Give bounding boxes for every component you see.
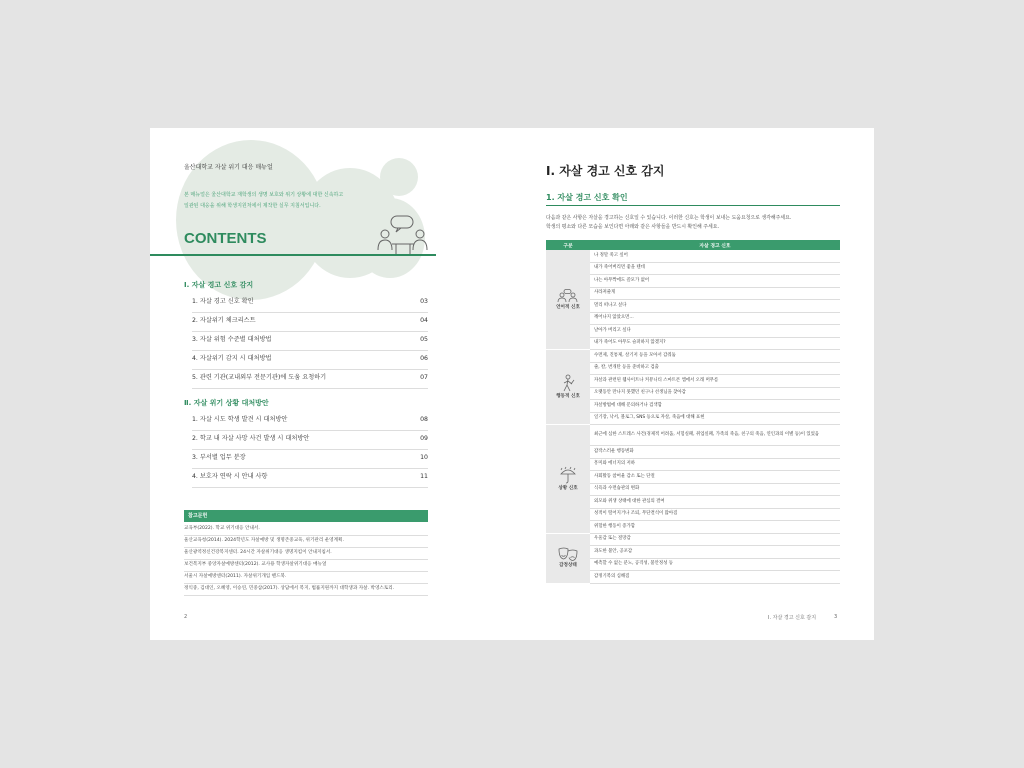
category-cell xyxy=(546,425,590,534)
umbrella-rain-icon xyxy=(559,466,577,484)
signal-cell: 자살과 관련된 웹사이트나 커뮤니티 스마트폰 앱에서 오래 머무름 xyxy=(590,375,840,388)
signal-cell: 줄, 칼, 번개탄 등을 준비하고 검출 xyxy=(590,362,840,375)
toc-item-label: 1. 자살 경고 신호 확인 xyxy=(192,298,254,305)
signal-cell: 깨어나지 않았으면… xyxy=(590,312,840,325)
section-divider xyxy=(546,205,840,206)
signal-cell: 수면제, 진통제, 살기저 등을 모아서 감춰둠 xyxy=(590,350,840,363)
signal-cell: 최근에 심한 스트레스 사건(경제적 어려움, 서험실패, 취업실패, 가족의 죽음, 친구의 죽음, 연인과의 이별 등)이 있었음 xyxy=(590,425,840,446)
signal-cell: 외모와 위생 상태에 대한 관심의 결여 xyxy=(590,496,840,509)
person-walking-icon xyxy=(560,374,576,392)
toc-item-page: 06 xyxy=(420,355,428,362)
table-row xyxy=(546,300,840,313)
table-row xyxy=(546,471,840,484)
toc-item-label: 1. 자살 시도 학생 발견 시 대처방안 xyxy=(192,416,288,423)
category-cell xyxy=(546,533,590,583)
signal-cell: 우울감 또는 절망감 xyxy=(590,533,840,546)
table-row xyxy=(546,275,840,288)
table-row xyxy=(546,387,840,400)
contents-title: CONTENTS xyxy=(184,230,267,247)
toc-item-page: 03 xyxy=(420,298,428,305)
toc-item[interactable] xyxy=(192,469,428,488)
category-name: 언어적 신호 xyxy=(556,304,580,310)
signal-cell: 흥미와 에너지의 저하 xyxy=(590,458,840,471)
page-number: 3 xyxy=(834,614,838,620)
references-header xyxy=(184,510,428,522)
section-title: 1. 자살 경고 신호 확인 xyxy=(546,193,628,202)
signal-cell: 감정기복의 심해짐 xyxy=(590,571,840,584)
decorative-blob xyxy=(380,158,418,196)
column-header: 자살 경고 신호 xyxy=(590,240,840,250)
table-row xyxy=(546,350,840,363)
chapter-title: Ⅰ. 자살 경고 신호 감지 xyxy=(546,164,665,178)
signal-cell: 사라져줄게 xyxy=(590,287,840,300)
table-row xyxy=(546,262,840,275)
toc-item[interactable] xyxy=(192,294,428,313)
table-row xyxy=(546,458,840,471)
table-row xyxy=(546,571,840,584)
table-row xyxy=(546,287,840,300)
toc-item-label: 3. 자살 위험 수준별 대처방법 xyxy=(192,336,272,343)
toc-item[interactable] xyxy=(192,370,428,389)
theater-masks-icon xyxy=(558,547,578,561)
toc-item-page: 08 xyxy=(420,416,428,423)
body-text-line-1: 다음과 같은 사항은 자살을 경고하는 신호일 수 있습니다. 이러한 신호는 학생이 보내는 도움요청으로 생각해주세요. xyxy=(546,215,792,221)
table-row xyxy=(546,425,840,446)
left-page xyxy=(150,128,512,640)
signal-cell: 과도한 불안, 공포감 xyxy=(590,546,840,559)
toc-section-title: Ⅱ. 자살 위기 상황 대처방안 xyxy=(184,399,269,407)
table-row xyxy=(546,412,840,425)
intro-line-2: 일관된 대응을 위해 학생지원처에서 제작한 실무 지침서입니다. xyxy=(184,203,321,209)
toc-item[interactable] xyxy=(192,412,428,431)
toc-item-page: 09 xyxy=(420,435,428,442)
warning-signals-table xyxy=(546,240,840,584)
table-row xyxy=(546,496,840,509)
table-row xyxy=(546,337,840,350)
table-row xyxy=(546,325,840,338)
signal-cell: 오랫동안 만나지 못했던 친구나 선생님을 찾아감 xyxy=(590,387,840,400)
reference-item: 교육부(2022). 학교 위기대응 안내서. xyxy=(184,523,428,536)
signal-cell: 자살방법에 대해 문의하거나 검색함 xyxy=(590,400,840,413)
signal-cell: 내가 죽어버리면 좋을 텐데 xyxy=(590,262,840,275)
reference-item: 울산교육청(2014). 2024학년도 자살예방 및 생명존중교육, 위기관리 운영계획. xyxy=(184,535,428,548)
signal-cell: 갑작스러운 행동변화 xyxy=(590,446,840,459)
toc-item-page: 04 xyxy=(420,317,428,324)
right-page xyxy=(512,128,874,640)
signal-cell: 사회활동 참여율 감소 또는 단절 xyxy=(590,471,840,484)
signal-cell: 예측할 수 없는 분노, 공격성, 불안정성 등 xyxy=(590,558,840,571)
table-row xyxy=(546,250,840,262)
speech-people-icon xyxy=(557,289,579,303)
intro-line-1: 본 매뉴얼은 울산대학교 재학생의 생명 보호와 위기 상황에 대한 신속하고 xyxy=(184,192,344,198)
toc-item[interactable] xyxy=(192,431,428,450)
references-title: 참고문헌 xyxy=(188,513,208,519)
table-row xyxy=(546,446,840,459)
table-row xyxy=(546,521,840,534)
signal-cell: 나 정말 죽고 싶어 xyxy=(590,250,840,262)
signal-cell: 멀리 떠나고 싶다 xyxy=(590,300,840,313)
signal-cell: 날아가 버리고 싶다 xyxy=(590,325,840,338)
table-row xyxy=(546,362,840,375)
toc-item-label: 2. 학교 내 자살 사망 사건 발생 시 대처방안 xyxy=(192,435,310,442)
contents-divider xyxy=(150,254,436,256)
signal-cell: 나는 아무짝에도 쓸모가 없어 xyxy=(590,275,840,288)
toc-item[interactable] xyxy=(192,313,428,332)
reference-item: 정익중, 김대인, 오혜영, 이승연, 민중삼(2017). 상담에서 복지, 법률지원까지 대학생과 자살. 박영스토리. xyxy=(184,583,428,596)
table-row xyxy=(546,312,840,325)
category-cell xyxy=(546,350,590,425)
body-text-line-2: 학생의 평소와 다른 모습을 보인다면 아래와 같은 사항들을 반드시 확인해 주세요. xyxy=(546,224,720,230)
toc-item-label: 2. 자살위기 체크리스트 xyxy=(192,317,256,324)
toc-section-title: Ⅰ. 자살 경고 신호 감지 xyxy=(184,281,254,289)
signal-cell: 성적이 떨어지거나 조퇴, 무단결석이 많아짐 xyxy=(590,508,840,521)
toc-item[interactable] xyxy=(192,332,428,351)
reference-item: 보건복지부 중앙자살예방센터(2012). 교사용 학생자살위기대응 매뉴얼 xyxy=(184,559,428,572)
table-row xyxy=(546,546,840,559)
toc-item-page: 11 xyxy=(420,473,428,480)
table-row xyxy=(546,483,840,496)
toc-item-label: 4. 자살위기 감지 시 대처방법 xyxy=(192,355,272,362)
table-row xyxy=(546,508,840,521)
reference-item: 서울시 자살예방센터(2011). 자살위기개입 핸드북. xyxy=(184,571,428,584)
table-row xyxy=(546,558,840,571)
table-row xyxy=(546,400,840,413)
toc-item-page: 05 xyxy=(420,336,428,343)
table-row xyxy=(546,533,840,546)
manual-header: 울산대학교 자살 위기 대응 매뉴얼 xyxy=(184,164,273,171)
column-header: 구분 xyxy=(546,240,590,250)
signal-cell: 일기장, 낙서, 블로그, SNS 등으로 자살, 죽음에 대해 표현 xyxy=(590,412,840,425)
category-name: 행동적 신호 xyxy=(556,394,580,399)
category-cell xyxy=(546,250,590,350)
toc-item-label: 5. 관련 기관(교내외부 전문기관)에 도움 요청하기 xyxy=(192,374,327,381)
toc-item-page: 07 xyxy=(420,374,428,381)
toc-item-label: 4. 보호자 연락 시 안내 사항 xyxy=(192,473,268,480)
signal-cell: 식욕과 수면습관의 변화 xyxy=(590,483,840,496)
footer-chapter-label: Ⅰ. 자살 경고 신호 감지 xyxy=(768,615,817,621)
signal-cell: 내가 죽어도 아무도 슬퍼하지 않겠지? xyxy=(590,337,840,350)
consultation-icon xyxy=(376,214,432,256)
signal-cell: 위험한 행동이 증가함 xyxy=(590,521,840,534)
toc-item-page: 10 xyxy=(420,454,428,461)
toc-item[interactable] xyxy=(192,450,428,469)
table-row xyxy=(546,375,840,388)
reference-item: 울산광역정신건강복지센터. 24시간 자살위기대응 생명지킴이 안내지침서. xyxy=(184,547,428,560)
category-name: 감정상태 xyxy=(559,563,577,568)
page-number: 2 xyxy=(184,614,188,620)
toc-item-label: 3. 부서별 업무 분장 xyxy=(192,454,246,461)
table-header-row xyxy=(546,240,840,250)
category-name: 상황 신호 xyxy=(558,485,578,491)
toc-item[interactable] xyxy=(192,351,428,370)
